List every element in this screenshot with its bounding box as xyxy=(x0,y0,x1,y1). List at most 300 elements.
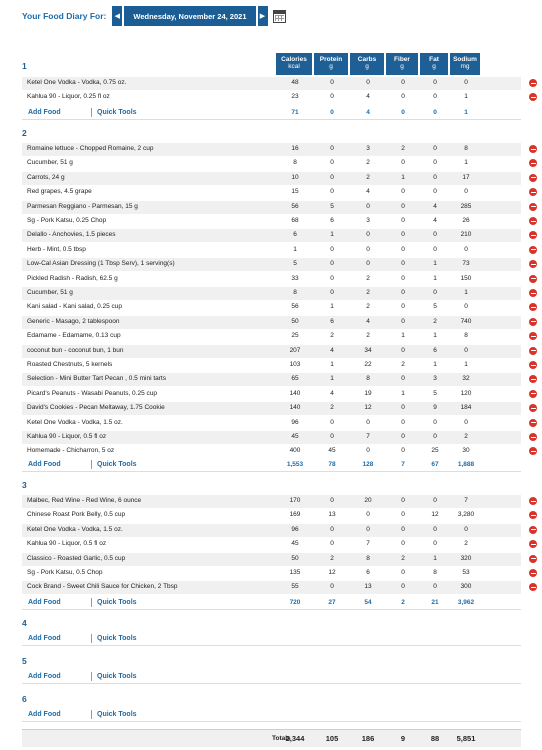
nutrient-value: 8 xyxy=(293,159,297,167)
nutrient-value: 45 xyxy=(328,447,336,455)
nutrient-value: 135 xyxy=(289,569,301,576)
meal-total-value: 4 xyxy=(366,109,370,116)
food-name[interactable]: Picard's Peanuts - Wasabi Peanuts, 0.25 cup xyxy=(27,389,157,397)
nutrient-value: 2 xyxy=(366,173,370,181)
nutrient-value: 0 xyxy=(330,418,334,426)
nutrient-value: 1 xyxy=(330,361,334,368)
nutrient-value: 13 xyxy=(328,511,336,519)
nutrient-value: 6 xyxy=(293,231,297,239)
food-row[interactable] xyxy=(22,287,521,300)
food-name[interactable]: Pickled Radish - Radish, 62.5 g xyxy=(27,274,118,282)
nutrient-value: 2 xyxy=(366,289,370,296)
food-name[interactable]: Classico - Roasted Garlic, 0.5 cup xyxy=(27,554,126,562)
meal-title: 1 xyxy=(22,61,27,71)
food-name[interactable]: Cucumber, 51 g xyxy=(27,289,73,296)
nutrient-value: 140 xyxy=(289,389,301,397)
column-unit: g xyxy=(400,63,404,71)
nutrient-value: 2 xyxy=(366,332,370,340)
nutrient-value: 0 xyxy=(433,93,437,101)
nutrient-value: 0 xyxy=(401,375,405,383)
diary-title: Your Food Diary For: xyxy=(22,11,107,21)
nutrient-value: 0 xyxy=(464,346,468,354)
meal-total-value: 2 xyxy=(401,599,405,606)
nutrient-value: 5 xyxy=(293,260,297,268)
delete-icon[interactable] xyxy=(529,433,537,441)
nutrient-value: 0 xyxy=(464,188,468,196)
food-name[interactable]: Carrots, 24 g xyxy=(27,173,65,181)
nutrient-value: 25 xyxy=(431,447,439,455)
delete-icon[interactable] xyxy=(529,145,537,153)
food-name[interactable]: Selection - Mini Butter Tart Pecan , 0.5 mini tarts xyxy=(27,375,166,383)
nutrient-value: 1 xyxy=(433,260,437,268)
nutrient-value: 0 xyxy=(401,317,405,325)
nutrient-value: 3 xyxy=(366,145,370,152)
nutrient-value: 50 xyxy=(291,554,299,562)
delete-icon[interactable] xyxy=(529,79,537,87)
column-unit: mg xyxy=(460,63,470,71)
nutrient-value: 1 xyxy=(293,245,297,253)
nutrient-value: 26 xyxy=(462,217,470,224)
food-name[interactable]: Red grapes, 4.5 grape xyxy=(27,188,92,196)
delete-icon[interactable] xyxy=(529,347,537,355)
nutrient-value: 8 xyxy=(366,375,370,383)
link-divider xyxy=(91,460,92,469)
link-divider xyxy=(91,598,92,607)
delete-icon[interactable] xyxy=(529,390,537,398)
nutrient-value: 0 xyxy=(401,447,405,455)
nutrient-value: 0 xyxy=(366,79,370,86)
nutrient-value: 45 xyxy=(291,540,299,548)
nutrient-value: 19 xyxy=(364,389,372,397)
nutrient-value: 22 xyxy=(364,361,372,368)
food-row[interactable] xyxy=(22,524,521,537)
nutrient-value: 12 xyxy=(328,569,336,576)
nutrient-value: 0 xyxy=(433,188,437,196)
food-row[interactable] xyxy=(22,359,521,372)
food-row[interactable] xyxy=(22,495,521,508)
nutrient-value: 0 xyxy=(401,583,405,591)
meal-title: 5 xyxy=(22,656,27,666)
grand-total-value: 9 xyxy=(400,734,406,743)
nutrient-value: 55 xyxy=(291,583,299,591)
quick-tools-link[interactable]: Quick Tools xyxy=(97,635,137,642)
meal-total-value: 27 xyxy=(328,599,336,606)
nutrient-value: 8 xyxy=(433,569,437,576)
food-row[interactable] xyxy=(22,186,521,199)
nutrient-value: 0 xyxy=(464,418,468,426)
nutrient-value: 285 xyxy=(460,202,472,210)
food-row[interactable] xyxy=(22,417,521,430)
add-food-link[interactable]: Add Food xyxy=(28,599,61,606)
food-name[interactable]: Kahlua 90 - Liquor, 0.25 fl oz xyxy=(27,93,110,101)
food-row[interactable] xyxy=(22,77,521,90)
add-food-link[interactable]: Add Food xyxy=(28,673,61,680)
delete-icon[interactable] xyxy=(529,318,537,326)
nutrient-value: 0 xyxy=(366,245,370,253)
column-unit: kcal xyxy=(288,63,300,71)
nutrient-value: 32 xyxy=(462,375,470,383)
nutrient-value: 0 xyxy=(401,418,405,426)
meal-total-value: 1,553 xyxy=(286,461,304,468)
nutrient-value: 1 xyxy=(433,554,437,562)
quick-tools-link[interactable]: Quick Tools xyxy=(97,711,137,718)
quick-tools-link[interactable]: Quick Tools xyxy=(97,461,137,468)
nutrient-value: 0 xyxy=(401,303,405,311)
grand-total-value: 105 xyxy=(325,734,339,743)
nutrient-value: 1 xyxy=(401,173,405,181)
nutrient-value: 0 xyxy=(330,245,334,253)
quick-tools-link[interactable]: Quick Tools xyxy=(97,599,137,606)
column-unit: g xyxy=(432,63,436,71)
nutrient-value: 2 xyxy=(433,317,437,325)
calendar-icon[interactable] xyxy=(273,10,286,23)
meal-total-value: 1 xyxy=(464,109,468,116)
nutrient-value: 0 xyxy=(401,433,405,440)
nutrient-value: 2 xyxy=(401,145,405,152)
nutrient-value: 150 xyxy=(460,274,472,282)
delete-icon[interactable] xyxy=(529,361,537,369)
nutrient-value: 184 xyxy=(460,404,472,412)
nutrient-value: 0 xyxy=(401,245,405,253)
delete-icon[interactable] xyxy=(529,540,537,548)
nutrient-value: 0 xyxy=(401,346,405,354)
nutrient-value: 0 xyxy=(433,159,437,167)
nutrient-value: 0 xyxy=(330,525,334,533)
food-row[interactable] xyxy=(22,301,521,314)
nutrient-value: 0 xyxy=(464,525,468,533)
delete-icon[interactable] xyxy=(529,404,537,412)
nutrient-value: 68 xyxy=(291,217,299,224)
delete-icon[interactable] xyxy=(529,583,537,591)
nutrient-value: 0 xyxy=(366,260,370,268)
nutrient-value: 96 xyxy=(291,525,299,533)
quick-tools-link[interactable]: Quick Tools xyxy=(97,109,137,116)
food-row[interactable] xyxy=(22,402,521,415)
meal-total-value: 0 xyxy=(433,109,437,116)
food-name[interactable]: Homemade - Chicharron, 5 oz xyxy=(27,447,115,455)
delete-icon[interactable] xyxy=(529,332,537,340)
column-header-4 xyxy=(420,53,448,75)
nutrient-value: 0 xyxy=(401,231,405,239)
nutrient-value: 0 xyxy=(464,303,468,311)
delete-icon[interactable] xyxy=(529,188,537,196)
meal-actions-row xyxy=(22,106,521,120)
food-row[interactable] xyxy=(22,273,521,286)
food-row[interactable] xyxy=(22,258,521,271)
nutrient-value: 0 xyxy=(330,145,334,152)
nutrient-value: 20 xyxy=(364,497,372,504)
delete-icon[interactable] xyxy=(529,375,537,383)
meal-total-value: 1,888 xyxy=(457,461,475,468)
nutrient-value: 33 xyxy=(291,274,299,282)
food-row[interactable] xyxy=(22,244,521,257)
nutrient-value: 56 xyxy=(291,303,299,311)
food-name[interactable]: Delallo - Anchovies, 1.5 pieces xyxy=(27,231,116,239)
delete-icon[interactable] xyxy=(529,419,537,427)
delete-icon[interactable] xyxy=(529,569,537,577)
nutrient-value: 0 xyxy=(401,540,405,548)
nutrient-value: 10 xyxy=(291,173,299,181)
nutrient-value: 0 xyxy=(330,540,334,548)
delete-icon[interactable] xyxy=(529,526,537,534)
food-name[interactable]: Ketel One Vodka - Vodka, 0.75 oz. xyxy=(27,79,127,86)
food-row[interactable] xyxy=(22,553,521,566)
delete-icon[interactable] xyxy=(529,203,537,211)
nutrient-value: 6 xyxy=(433,346,437,354)
food-row[interactable] xyxy=(22,567,521,580)
nutrient-value: 0 xyxy=(401,159,405,167)
column-unit: g xyxy=(365,63,369,71)
nutrient-value: 8 xyxy=(366,554,370,562)
nutrient-value: 320 xyxy=(460,554,472,562)
delete-icon[interactable] xyxy=(529,497,537,505)
meal-actions-row xyxy=(22,708,521,722)
food-name[interactable]: Kahlua 90 - Liquor, 0.5 fl oz xyxy=(27,540,107,548)
delete-icon[interactable] xyxy=(529,260,537,268)
meal-actions-row xyxy=(22,596,521,610)
food-name[interactable]: coconut bun - coconut bun, 1 bun xyxy=(27,346,124,354)
nutrient-value: 96 xyxy=(291,418,299,426)
nutrient-value: 3 xyxy=(433,375,437,383)
food-name[interactable]: Cock Brand - Sweet Chili Sauce for Chicken, 2 Tbsp xyxy=(27,583,178,591)
food-name[interactable]: David's Cookies - Pecan Meltaway, 1.75 Cookie xyxy=(27,404,165,412)
food-row[interactable] xyxy=(22,388,521,401)
nutrient-value: 8 xyxy=(464,332,468,340)
nutrient-value: 6 xyxy=(330,217,334,224)
delete-icon[interactable] xyxy=(529,93,537,101)
food-name[interactable]: Parmesan Reggiano - Parmesan, 15 g xyxy=(27,202,138,210)
food-row[interactable] xyxy=(22,229,521,242)
nutrient-value: 2 xyxy=(464,540,468,548)
meal-total-value: 7 xyxy=(401,461,405,468)
nutrient-value: 30 xyxy=(462,447,470,455)
meal-total-value: 128 xyxy=(362,461,374,468)
meal-title: 4 xyxy=(22,618,27,628)
delete-icon[interactable] xyxy=(529,555,537,563)
nutrient-value: 53 xyxy=(462,569,470,576)
food-row[interactable] xyxy=(22,345,521,358)
nutrient-value: 4 xyxy=(433,217,437,224)
nutrient-value: 0 xyxy=(330,188,334,196)
food-name[interactable]: Kahlua 90 - Liquor, 0.5 fl oz xyxy=(27,433,107,440)
food-name[interactable]: Ketel One Vodka - Vodka, 1.5 oz. xyxy=(27,418,123,426)
nutrient-value: 120 xyxy=(460,389,472,397)
delete-icon[interactable] xyxy=(529,231,537,239)
nutrient-value: 13 xyxy=(364,583,372,591)
delete-icon[interactable] xyxy=(529,511,537,519)
meal-total-value: 67 xyxy=(431,461,439,468)
nutrient-value: 1 xyxy=(464,289,468,296)
delete-icon[interactable] xyxy=(529,303,537,311)
nutrient-value: 210 xyxy=(460,231,472,239)
prev-day-button[interactable]: ◀ xyxy=(112,6,122,26)
food-row[interactable] xyxy=(22,91,521,104)
nutrient-value: 0 xyxy=(330,79,334,86)
nutrient-value: 207 xyxy=(289,346,301,354)
nutrient-value: 1 xyxy=(433,361,437,368)
meal-title: 3 xyxy=(22,480,27,490)
food-name[interactable]: Low-Cal Asian Dressing (1 Tbsp Serv), 1 serving(s) xyxy=(27,260,175,268)
nutrient-value: 0 xyxy=(433,145,437,152)
column-name: Fat xyxy=(429,56,439,63)
nutrient-value: 2 xyxy=(366,303,370,311)
nutrient-value: 1 xyxy=(330,231,334,239)
nutrient-value: 0 xyxy=(366,202,370,210)
food-name[interactable]: Generic - Masago, 2 tablespoon xyxy=(27,317,120,325)
food-name[interactable]: Sg - Pork Katsu, 0.5 Chop xyxy=(27,569,103,576)
meal-total-value: 720 xyxy=(289,599,301,606)
link-divider xyxy=(91,672,92,681)
nutrient-value: 17 xyxy=(462,173,470,181)
nutrient-value: 6 xyxy=(366,569,370,576)
nutrient-value: 0 xyxy=(366,511,370,519)
food-name[interactable]: Edamame - Edamame, 0.13 cup xyxy=(27,332,121,340)
nutrient-value: 9 xyxy=(433,404,437,412)
food-row[interactable] xyxy=(22,316,521,329)
delete-icon[interactable] xyxy=(529,217,537,225)
nutrient-value: 0 xyxy=(433,79,437,86)
nutrient-value: 2 xyxy=(366,159,370,167)
link-divider xyxy=(91,108,92,117)
nutrient-value: 0 xyxy=(330,497,334,504)
nutrient-value: 0 xyxy=(401,404,405,412)
delete-icon[interactable] xyxy=(529,447,537,455)
nutrient-value: 8 xyxy=(293,289,297,296)
add-food-link[interactable]: Add Food xyxy=(28,635,61,642)
food-name[interactable]: Herb - Mint, 0.5 tbsp xyxy=(27,245,86,253)
delete-icon[interactable] xyxy=(529,246,537,254)
nutrient-value: 12 xyxy=(431,511,439,519)
nutrient-value: 6 xyxy=(330,317,334,325)
meal-total-value: 21 xyxy=(431,599,439,606)
food-name[interactable]: Malbec, Red Wine - Red Wine, 6 ounce xyxy=(27,497,142,504)
column-header-5 xyxy=(450,53,480,75)
delete-icon[interactable] xyxy=(529,174,537,182)
nutrient-value: 0 xyxy=(401,188,405,196)
next-day-button[interactable]: ▶ xyxy=(258,6,268,26)
delete-icon[interactable] xyxy=(529,275,537,283)
nutrient-value: 4 xyxy=(366,93,370,101)
date-picker xyxy=(112,6,267,26)
nutrient-value: 0 xyxy=(464,79,468,86)
nutrient-value: 0 xyxy=(330,173,334,181)
nutrient-value: 16 xyxy=(291,145,299,152)
add-food-link[interactable]: Add Food xyxy=(28,109,61,116)
nutrient-value: 1 xyxy=(330,375,334,383)
nutrient-value: 0 xyxy=(401,79,405,86)
nutrient-value: 0 xyxy=(330,583,334,591)
food-row[interactable] xyxy=(22,157,521,170)
nutrient-value: 740 xyxy=(460,317,472,325)
quick-tools-link[interactable]: Quick Tools xyxy=(97,673,137,680)
nutrient-value: 4 xyxy=(330,389,334,397)
meal-total-value: 54 xyxy=(364,599,372,606)
nutrient-value: 0 xyxy=(401,93,405,101)
meal-actions-row xyxy=(22,670,521,684)
food-row[interactable] xyxy=(22,143,521,156)
grand-total-value: 5,851 xyxy=(456,734,476,743)
nutrient-value: 0 xyxy=(330,93,334,101)
nutrient-value: 0 xyxy=(401,217,405,224)
nutrient-value: 0 xyxy=(464,245,468,253)
food-row[interactable] xyxy=(22,201,521,214)
column-header-0 xyxy=(276,53,312,75)
nutrient-value: 56 xyxy=(291,202,299,210)
food-name[interactable]: Roasted Chestnuts, 5 kernels xyxy=(27,361,113,368)
nutrient-value: 0 xyxy=(433,173,437,181)
food-row[interactable] xyxy=(22,509,521,522)
food-row[interactable] xyxy=(22,445,521,458)
meal-actions-row xyxy=(22,458,521,472)
food-row[interactable] xyxy=(22,581,521,594)
nutrient-value: 169 xyxy=(289,511,301,519)
food-name[interactable]: Romaine lettuce - Chopped Romaine, 2 cup xyxy=(27,145,154,152)
food-name[interactable]: Sg - Pork Katsu, 0.25 Chop xyxy=(27,217,107,224)
nutrient-value: 7 xyxy=(366,540,370,548)
food-name[interactable]: Chinese Roast Pork Belly, 0.5 cup xyxy=(27,511,126,519)
nutrient-value: 0 xyxy=(433,525,437,533)
link-divider xyxy=(91,710,92,719)
nutrient-value: 0 xyxy=(366,231,370,239)
nutrient-value: 0 xyxy=(433,245,437,253)
nutrient-value: 5 xyxy=(433,303,437,311)
nutrient-value: 0 xyxy=(366,447,370,455)
column-name: Protein xyxy=(319,56,343,63)
nutrient-value: 45 xyxy=(291,433,299,440)
nutrient-value: 4 xyxy=(433,202,437,210)
food-row[interactable] xyxy=(22,215,521,228)
nutrient-value: 0 xyxy=(366,418,370,426)
nutrient-value: 4 xyxy=(330,346,334,354)
food-row[interactable] xyxy=(22,373,521,386)
add-food-link[interactable]: Add Food xyxy=(28,711,61,718)
nutrient-value: 1 xyxy=(330,303,334,311)
nutrient-value: 0 xyxy=(401,525,405,533)
food-row[interactable] xyxy=(22,538,521,551)
nutrient-value: 0 xyxy=(433,418,437,426)
nutrient-value: 0 xyxy=(433,583,437,591)
nutrient-value: 15 xyxy=(291,188,299,196)
nutrient-value: 23 xyxy=(291,93,299,101)
delete-icon[interactable] xyxy=(529,159,537,167)
nutrient-value: 12 xyxy=(364,404,372,412)
food-name[interactable]: Ketel One Vodka - Vodka, 1.5 oz. xyxy=(27,525,123,533)
nutrient-value: 48 xyxy=(291,79,299,86)
food-row[interactable] xyxy=(22,172,521,185)
food-name[interactable]: Kani salad - Kani salad, 0.25 cup xyxy=(27,303,123,311)
nutrient-value: 0 xyxy=(366,525,370,533)
add-food-link[interactable]: Add Food xyxy=(28,461,61,468)
nutrient-value: 1 xyxy=(433,332,437,340)
meal-total-value: 71 xyxy=(291,109,299,116)
food-row[interactable] xyxy=(22,431,521,444)
food-row[interactable] xyxy=(22,330,521,343)
nutrient-value: 0 xyxy=(330,274,334,282)
nutrient-value: 0 xyxy=(330,260,334,268)
nutrient-value: 1 xyxy=(401,332,405,340)
food-name[interactable]: Cucumber, 51 g xyxy=(27,159,73,167)
meal-title: 6 xyxy=(22,694,27,704)
nutrient-value: 1 xyxy=(464,93,468,101)
nutrient-value: 0 xyxy=(401,289,405,296)
column-header-3 xyxy=(386,53,418,75)
nutrient-value: 300 xyxy=(460,583,472,591)
nutrient-value: 3,280 xyxy=(457,511,475,519)
nutrient-value: 2 xyxy=(401,554,405,562)
nutrient-value: 0 xyxy=(433,497,437,504)
delete-icon[interactable] xyxy=(529,289,537,297)
nutrient-value: 0 xyxy=(401,511,405,519)
